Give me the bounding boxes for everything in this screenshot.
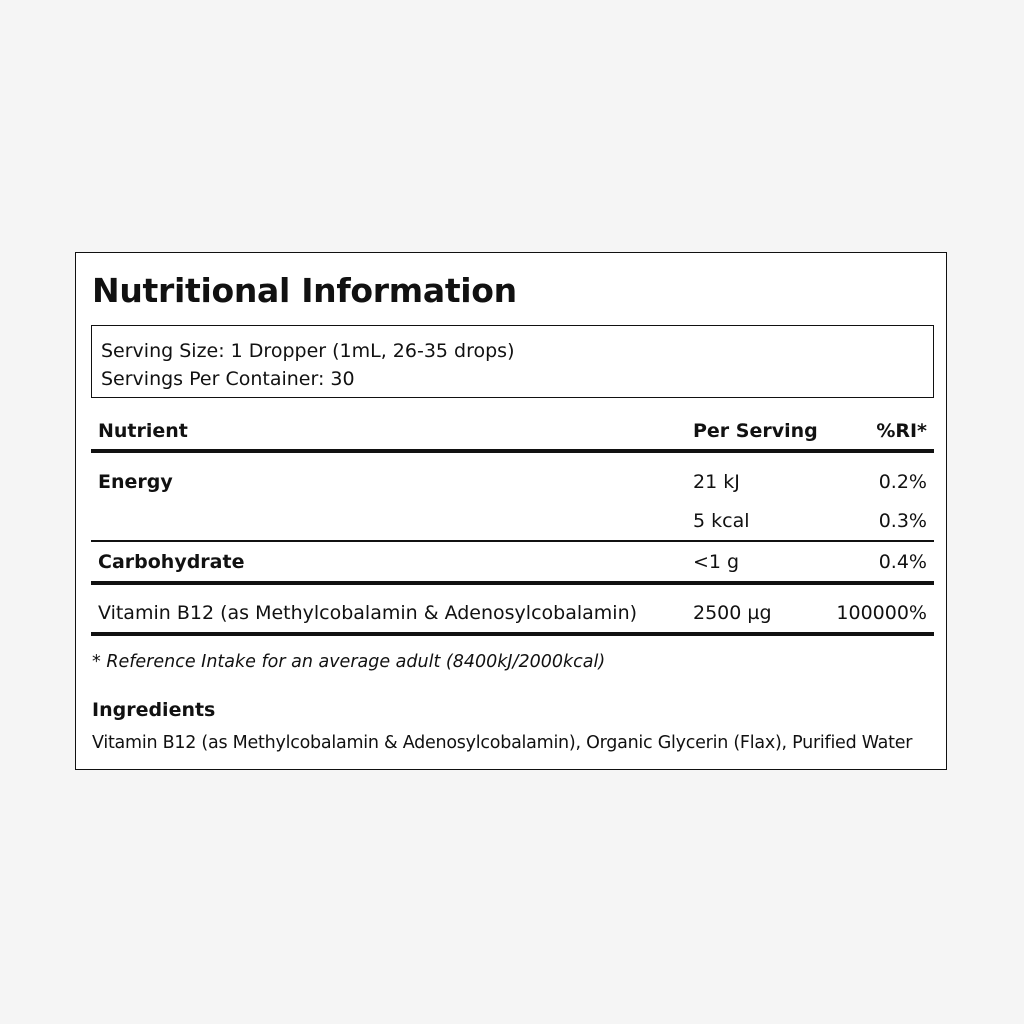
reference-intake-footnote: * Reference Intake for an average adult (8400kJ/2000kcal) <box>92 652 606 672</box>
row-per-serving: 5 kcal <box>693 510 750 532</box>
table-row <box>91 506 934 536</box>
ingredients-list: Vitamin B12 (as Methylcobalamin & Adenosylcobalamin), Organic Glycerin (Flax), Purified Water <box>92 733 913 753</box>
row-ri: 0.4% <box>878 551 927 573</box>
section-divider <box>91 581 934 585</box>
panel-title: Nutritional Information <box>92 271 517 310</box>
table-row <box>91 547 934 577</box>
ingredients-heading: Ingredients <box>92 699 216 721</box>
row-per-serving: 21 kJ <box>693 471 740 493</box>
header-divider <box>91 449 934 453</box>
table-header-row <box>91 416 934 446</box>
nutrition-panel <box>75 252 947 770</box>
servings-per-container: Servings Per Container: 30 <box>101 368 355 390</box>
serving-size: Serving Size: 1 Dropper (1mL, 26-35 drops) <box>101 340 515 362</box>
table-row <box>91 467 934 497</box>
row-per-serving: <1 g <box>693 551 740 573</box>
row-nutrient: Energy <box>98 471 173 493</box>
row-divider <box>91 540 934 542</box>
header-ri: %RI* <box>876 420 927 442</box>
row-ri: 0.3% <box>878 510 927 532</box>
serving-info-box <box>91 325 934 398</box>
row-nutrient: Carbohydrate <box>98 551 245 573</box>
header-per-serving: Per Serving <box>693 420 818 442</box>
row-ri: 100000% <box>836 602 927 624</box>
row-ri: 0.2% <box>878 471 927 493</box>
table-bottom-rule <box>91 632 934 636</box>
row-per-serving: 2500 µg <box>693 602 772 624</box>
header-nutrient: Nutrient <box>98 420 188 442</box>
table-row <box>91 598 934 628</box>
row-nutrient: Vitamin B12 (as Methylcobalamin & Adenosylcobalamin) <box>98 602 638 624</box>
